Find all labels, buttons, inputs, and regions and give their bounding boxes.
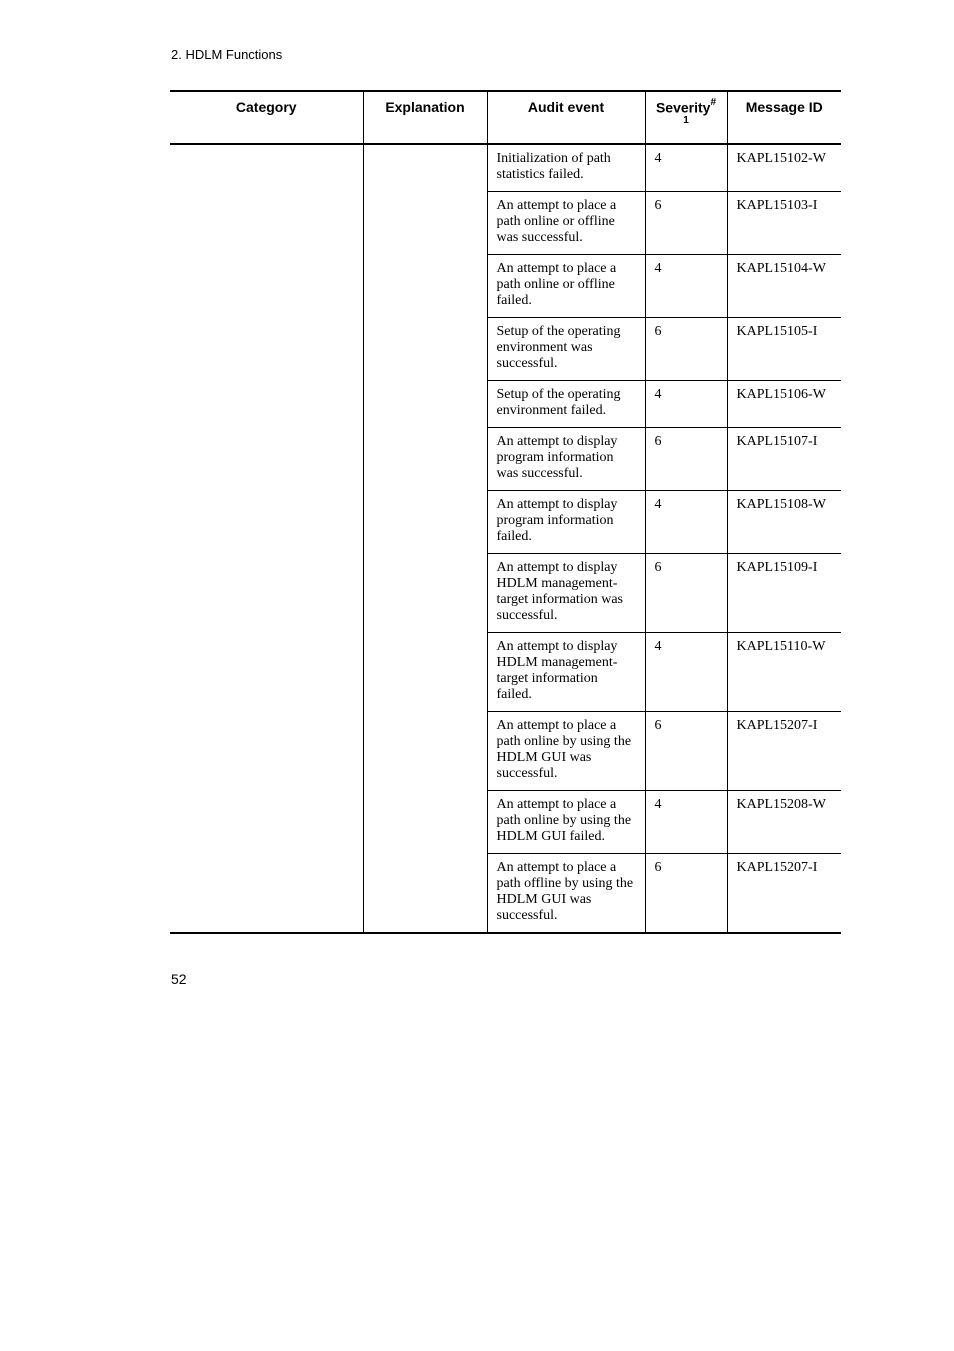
severity-cell: 4	[645, 491, 727, 554]
message-id-cell: KAPL15102-W	[727, 144, 841, 192]
audit-event-cell: An attempt to display program information was successful.	[487, 428, 645, 491]
audit-event-cell: An attempt to place a path online by using the HDLM GUI was successful.	[487, 712, 645, 791]
table-row	[170, 144, 841, 192]
severity-label: Severity	[655, 99, 711, 116]
audit-event-cell: An attempt to place a path online or offline was successful.	[487, 192, 645, 255]
message-id-cell: KAPL15103-I	[727, 192, 841, 255]
table-header-row	[170, 91, 841, 144]
running-head: 2. HDLM Functions	[171, 47, 283, 62]
severity-cell: 6	[645, 318, 727, 381]
message-id-cell: KAPL15106-W	[727, 381, 841, 428]
audit-event-cell: Setup of the operating environment failed.	[487, 381, 645, 428]
audit-event-cell: Initialization of path statistics failed.	[487, 144, 645, 192]
audit-event-cell: An attempt to place a path online or offline failed.	[487, 255, 645, 318]
audit-event-cell: Setup of the operating environment was successful.	[487, 318, 645, 381]
message-id-cell: KAPL15108-W	[727, 491, 841, 554]
column-header-message-id: Message ID	[727, 91, 841, 144]
severity-cell: 6	[645, 854, 727, 934]
message-id-cell: KAPL15208-W	[727, 791, 841, 854]
column-header-severity	[645, 91, 727, 144]
table-body	[170, 144, 841, 933]
explanation-cell	[363, 144, 487, 933]
message-id-cell: KAPL15104-W	[727, 255, 841, 318]
audit-event-table	[170, 90, 841, 934]
severity-cell: 4	[645, 791, 727, 854]
page-number: 52	[171, 971, 187, 987]
message-id-cell: KAPL15207-I	[727, 854, 841, 934]
column-header-explanation: Explanation	[363, 91, 487, 144]
severity-footnote-mark: #	[710, 97, 717, 108]
message-id-cell: KAPL15207-I	[727, 712, 841, 791]
severity-cell: 6	[645, 554, 727, 633]
audit-event-cell: An attempt to display HDLM management-target information was successful.	[487, 554, 645, 633]
severity-cell: 4	[645, 381, 727, 428]
audit-event-cell: An attempt to place a path offline by using the HDLM GUI was successful.	[487, 854, 645, 934]
severity-cell: 6	[645, 428, 727, 491]
message-id-cell: KAPL15109-I	[727, 554, 841, 633]
message-id-cell: KAPL15110-W	[727, 633, 841, 712]
severity-footnote-number: 1	[683, 114, 689, 126]
message-id-cell: KAPL15107-I	[727, 428, 841, 491]
column-header-category: Category	[170, 91, 363, 144]
audit-event-cell: An attempt to display HDLM management-target information failed.	[487, 633, 645, 712]
severity-cell: 4	[645, 633, 727, 712]
severity-cell: 4	[645, 255, 727, 318]
column-header-audit-event: Audit event	[487, 91, 645, 144]
message-id-cell: KAPL15105-I	[727, 318, 841, 381]
severity-cell: 6	[645, 192, 727, 255]
audit-event-cell: An attempt to place a path online by using the HDLM GUI failed.	[487, 791, 645, 854]
severity-cell: 4	[645, 144, 727, 192]
audit-event-cell: An attempt to display program information failed.	[487, 491, 645, 554]
category-cell	[170, 144, 363, 933]
severity-cell: 6	[645, 712, 727, 791]
